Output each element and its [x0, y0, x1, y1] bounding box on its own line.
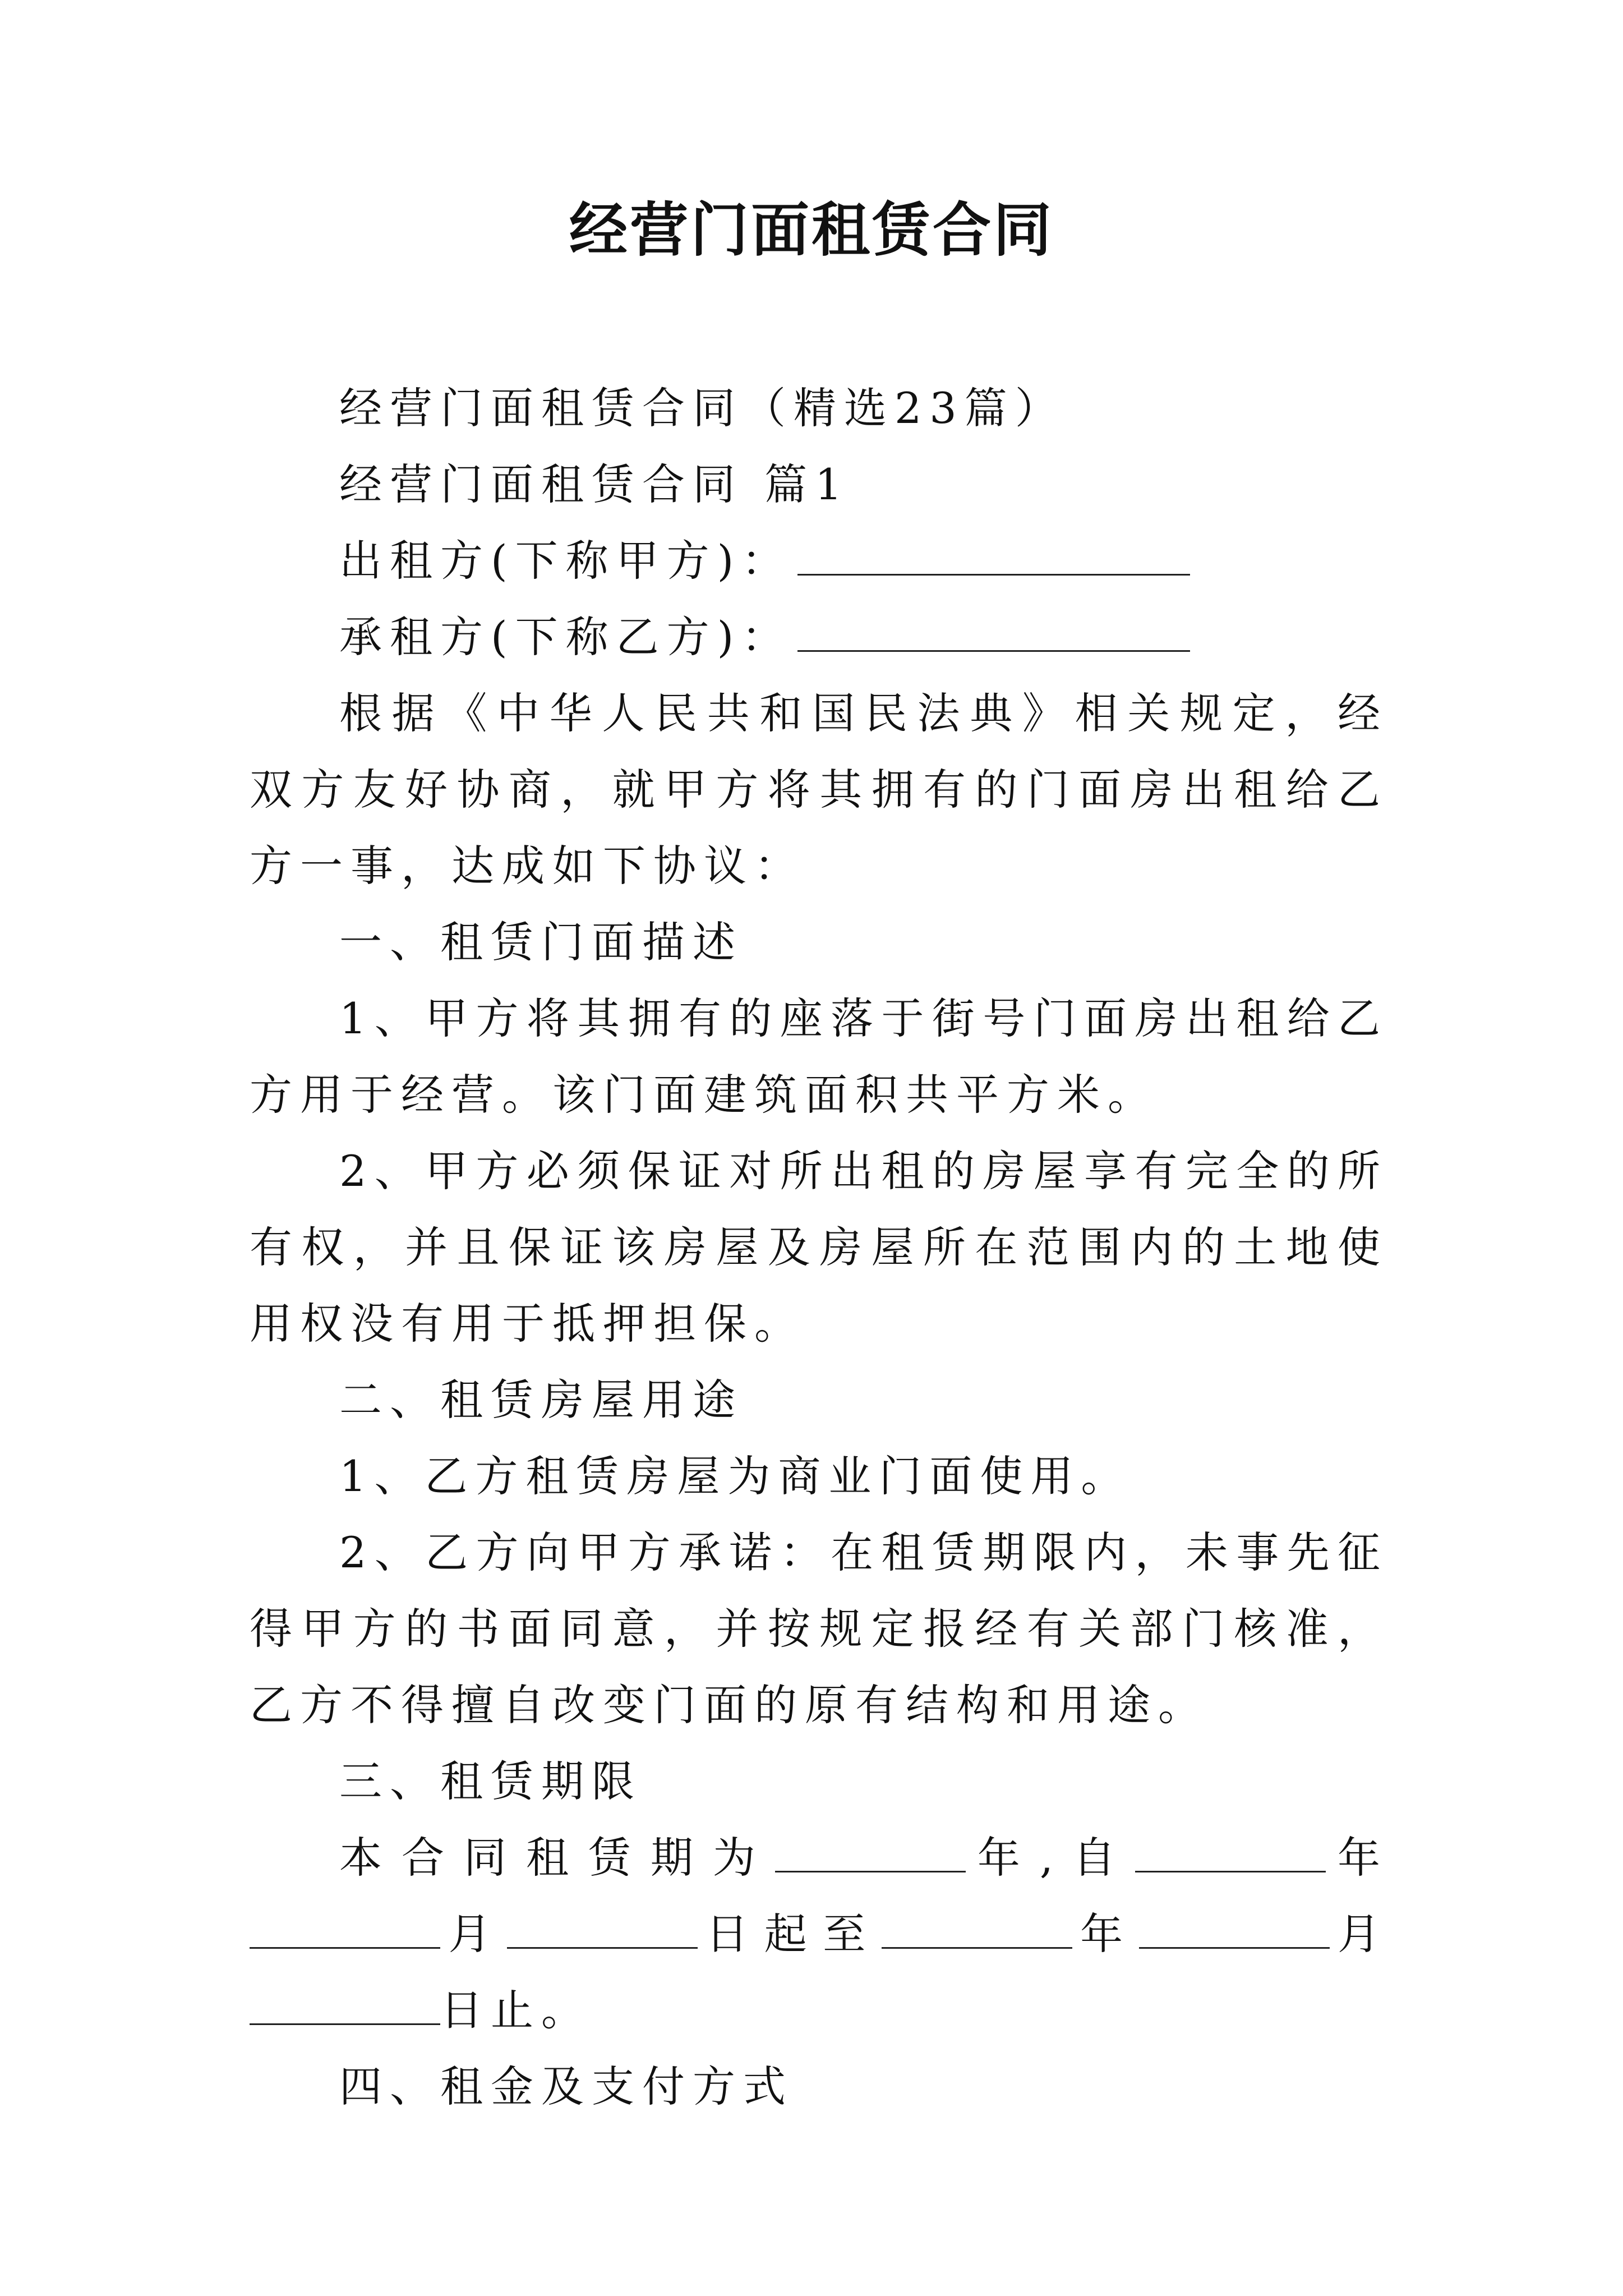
article-heading: 经营门面租赁合同 篇1 — [339, 459, 850, 509]
lessee-label: 承租方(下称乙方)： — [339, 612, 792, 662]
lessee-line — [250, 599, 1388, 675]
start-day-blank — [507, 1904, 698, 1949]
term-year-label: 年 — [1326, 1833, 1389, 1883]
lessor-line — [250, 523, 1388, 599]
clause: 2、乙方向甲方承诺：在租赁期限内，未事先征得甲方的书面同意，并按规定报经有关部门核准，乙方不得擅自改变门面的原有结构和用途。 — [250, 1527, 1388, 1730]
end-day-blank — [250, 1981, 440, 2025]
subtitle: 经营门面租赁合同（精选23篇） — [339, 383, 1066, 433]
term-years-blank — [775, 1828, 966, 1872]
document-title: 经营门面租赁合同 — [569, 196, 1054, 264]
term-lead: 本合同租赁期为 — [339, 1833, 775, 1883]
preamble: 根据《中华人民共和国民法典》相关规定，经双方友好协商，就甲方将其拥有的门面房出租给乙方一事，达成如下协议： — [250, 688, 1388, 891]
section-heading: 四、租金及支付方式 — [339, 2062, 794, 2111]
section-heading: 三、租赁期限 — [339, 1756, 642, 1806]
lessor-blank — [797, 531, 1190, 576]
clause: 1、甲方将其拥有的座落于街号门面房出租给乙方用于经营。该门面建筑面积共平方米。 — [250, 993, 1388, 1120]
start-month-blank — [250, 1904, 440, 1949]
term-end-year-label: 年 — [1072, 1909, 1139, 1959]
clause: 2、甲方必须保证对所出租的房屋享有完全的所有权，并且保证该房屋及房屋所在范围内的土地使用权没有用于抵押担保。 — [250, 1146, 1388, 1349]
lessee-blank — [797, 608, 1190, 652]
section-heading: 二、租赁房屋用途 — [339, 1375, 743, 1425]
lessor-label: 出租方(下称甲方)： — [339, 536, 792, 586]
section-heading: 一、租赁门面描述 — [339, 917, 743, 967]
term-end-month-label: 月 — [1329, 1909, 1389, 1959]
term-end-label: 日止。 — [440, 1985, 592, 2035]
term-from-label: 日起至 — [697, 1909, 882, 1959]
end-year-blank — [882, 1904, 1072, 1949]
term-year-from: 年,自 — [965, 1833, 1136, 1883]
clause: 1、乙方租赁房屋为商业门面使用。 — [339, 1451, 1132, 1501]
term-clause — [250, 1820, 1388, 2049]
end-month-blank — [1139, 1904, 1330, 1949]
term-month-label: 月 — [440, 1909, 507, 1959]
document-body — [250, 370, 1388, 2125]
start-year-blank — [1135, 1828, 1326, 1872]
